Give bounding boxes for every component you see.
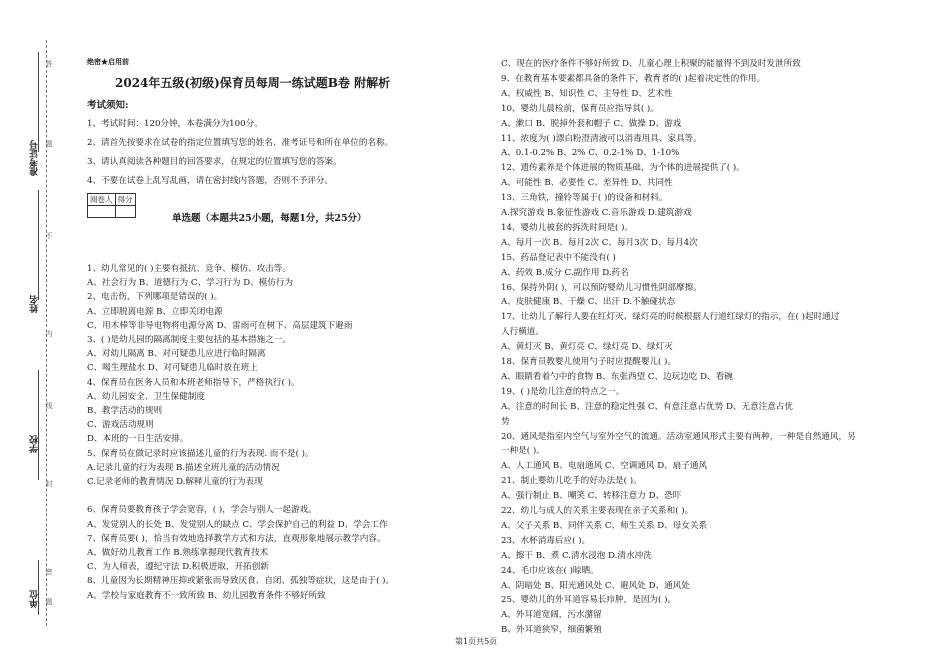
question-line: A、注意的时间长 B、注意的稳定性强 C、有意注意占优势 D、无意注意占优	[501, 401, 793, 412]
question-line: 19、( )是幼儿注意的特点之一。	[501, 386, 625, 397]
seal-char: 题	[45, 598, 53, 605]
question-line: 8、儿童因为长期精神压抑或紧张而导致厌食、自闭、孤独等症状，这是由于( )。	[87, 576, 395, 587]
question-line: 6、保育员要教育孩子学会宽容，( )，学会与别人一起游戏。	[87, 505, 317, 516]
notice-item: 3、请认真阅读各种题目的回答要求，在规定的位置填写您的答案。	[87, 157, 342, 167]
question-line: 1、幼儿常见的( )主要有抵抗、竞争、模仿、攻击等。	[87, 264, 291, 274]
question-line: 15、药品登记表中不能没有( )	[501, 252, 616, 263]
question-line: A、权威性 B、知识性 C、主导性 D、艺术性	[501, 88, 673, 99]
question-line: 13、三角铁，撞铃等属于( )的设备和材料。	[501, 193, 668, 204]
score-table-reviewer: 阅卷人	[88, 194, 116, 206]
question-line: C、游戏活动规则	[87, 420, 154, 431]
question-line: 11、浓度为( )漂白粉澄清液可以消毒用具、家具等。	[501, 133, 702, 144]
notice-item: 1、考试时间：120分钟，本卷满分为100分。	[87, 119, 263, 129]
notice-heading: 考试须知:	[87, 100, 129, 111]
page-title: 2024年五级(初级)保育员每周一练试题B卷 附解析	[115, 76, 391, 90]
question-line: C、现在的医疗条件不够好所致 D、儿童心理上积聚的能量得不到及时发泄所致	[501, 59, 801, 69]
question-line: 9、在教育基本要素都具备的条件下，教育者的( )起着决定性的作用。	[501, 73, 766, 84]
question-line: 7、保育员要( )，恰当有效地选择教学方式和方法，直观形象地展示教学内容。	[87, 533, 386, 544]
question-line: 一种是( )。	[501, 446, 545, 457]
question-line: 22、幼儿与成人的关系主要表现在亲子关系和( )。	[501, 506, 694, 516]
question-line: A、擦干 B、煮 C.清水浸泡 D.清水冲洗	[501, 550, 652, 561]
question-line: A、做好幼儿教育工作 B.熟练掌握现代教育技术	[87, 548, 269, 558]
question-line: A、可能性 B、必要性 C、差异性 D、共同性	[501, 178, 673, 189]
question-line: D、本班的一日生活安排。	[87, 434, 189, 445]
seal-char: 内	[45, 330, 53, 337]
unit-label: 单位	[30, 590, 40, 608]
question-line: 25、婴幼儿的外耳道容易长疖肿，是因为( )。	[501, 595, 677, 606]
question-line: 18、保育员教婴儿使用勺子时应提醒婴儿( )。	[501, 357, 677, 367]
seal-char: 题	[45, 140, 53, 147]
question-line: A、父子关系 B、同伴关系 C、师生关系 D、母女关系	[501, 520, 708, 531]
school-underline	[38, 370, 39, 480]
score-cell	[88, 206, 116, 218]
seal-char: 不	[45, 232, 53, 239]
seal-char: 封	[45, 480, 53, 487]
question-line: 10、婴幼儿晨检前，保育员应指导其( )。	[501, 103, 659, 114]
question-line: 势	[501, 416, 510, 427]
name-label: 姓名	[30, 295, 40, 313]
question-line: 4、保育员在医务人员和本班老师指导下，严格执行( )。	[87, 377, 300, 388]
seal-char: 线	[45, 402, 53, 409]
question-line: 21、制止婴幼儿吃手的好办法是( )。	[501, 476, 642, 487]
question-line: A、漱口 B、脱掉外套和帽子 C、做操 D、游戏	[501, 118, 682, 129]
school-label: 学校	[30, 435, 40, 453]
question-line: A、0.1-0.2% B、2% C、0.2-1% D、1-10%	[501, 148, 680, 159]
section-title: 单选题（本题共25小题，每题1分，共25分）	[172, 213, 367, 224]
question-line: 人行横道。	[501, 327, 544, 338]
name-underline	[38, 190, 39, 300]
question-line: 12、遗传素养是个体进展的物质基础，为个体的进展提供了( )。	[501, 163, 745, 174]
question-line: A、药效 B.成分 C.副作用 D.药名	[501, 267, 629, 278]
question-line: A、幼儿园安全、卫生保健制度	[87, 391, 205, 402]
question-line: A、眼睛看着勺中的食物 B、东张西望 C、边玩边吃 D、看碗	[501, 371, 733, 382]
question-line: 14、婴幼儿被套的拆洗时间是( )。	[501, 222, 634, 233]
question-line: 2、电击伤，下列哪项是错误的( )。	[87, 292, 223, 303]
score-table	[87, 193, 136, 218]
score-cell	[115, 206, 135, 218]
question-line: 20、通风是指室内空气与室外空气的流通。活动室通风形式主要有两种，一种是自然通风，另	[501, 431, 856, 442]
secret-mark: 绝密★启用前	[87, 57, 129, 66]
score-table-score: 得分	[115, 194, 135, 206]
question-line: C.记录老师的教育情况 D.解释儿童的行为表现	[87, 477, 263, 487]
question-line: A、发觉别人的长处 B、发觉别人的缺点 C、学会保护自己的利益 D、学会工作	[87, 519, 388, 530]
question-line: A、立即脱离电源 B、立即关闭电源	[87, 306, 223, 317]
seal-char: 密	[45, 568, 53, 575]
exam-id-underline	[38, 52, 39, 152]
page-footer: 第1页共5页	[455, 637, 498, 646]
question-line: C、喝生理盐水 D、对可疑患儿临时放在班上	[87, 363, 258, 374]
question-line: B、教学活动的规则	[87, 406, 163, 416]
question-line: A、社会行为 B、道德行为 C、学习行为 D、模仿行为	[87, 278, 294, 289]
question-line: 17、让幼儿了解行人要在红灯灭、绿灯亮的时候根据人行道红绿灯的指示，在( )起时通过	[501, 312, 840, 323]
exam-id-label: 准考证号	[30, 140, 40, 176]
question-line: A、人工通风 B、电扇通风 C、空调通风 D、扇子通风	[501, 461, 708, 472]
question-line: C、用木棒等非导电物将电源分离 D、雷雨可在树下、高层建筑下避雨	[87, 320, 353, 331]
question-line: A.探究游戏 B.象征性游戏 C.音乐游戏 D.建筑游戏	[501, 208, 692, 218]
question-line: A、皮肤健康 B、干燥 C、出汗 D.不触碰状态	[501, 297, 676, 308]
question-line: A、阴暗处 B、阳光通风处 C、避风处 D、通风处	[501, 580, 690, 591]
question-line: A.记录儿童的行为表现 B.描述全班儿童的活动情况	[87, 462, 280, 473]
notice-item: 2、请首先按要求在试卷的指定位置填写您的姓名、准考证号和所在单位的名称。	[87, 138, 394, 148]
question-line: A、对幼儿隔离 B、对可疑患儿应进行临时隔离	[87, 349, 266, 360]
seal-char: 答	[45, 60, 53, 67]
notice-item: 4、不要在试卷上乱写乱画，请在密封线内答题，否则不予评分。	[87, 176, 334, 186]
question-line: 24、毛巾应该在( )晾晒。	[501, 565, 599, 576]
question-line: A、强行制止 B、嘲笑 C、转移注意力 D、恐吓	[501, 491, 682, 502]
question-line: 16、保持外阴( )，可以预防婴幼儿习惯性阴部摩擦。	[501, 282, 702, 293]
question-line: C、为人师表，遵纪守法 D.积极进取，开拓创新	[87, 562, 269, 573]
question-line: A、学校与家庭教育不一致所致 B、幼儿园教育条件不够好所致	[87, 590, 326, 601]
question-line: A、外耳道宽阔，污水潴留	[501, 610, 602, 621]
question-line: A、黄灯灭 B、黄灯亮 C、绿灯亮 D、绿灯灭	[501, 342, 673, 353]
question-line: 23、水杯消毒后应( )。	[501, 535, 591, 546]
question-line: 3、( )是幼儿园的隔离制度主要包括的基本措施之一。	[87, 335, 291, 345]
question-line: B、外耳道狭窄，细菌繁殖	[501, 625, 602, 636]
question-line: A、每月一次 B、每月2次 C、每月3次 D、每月4次	[501, 237, 698, 248]
question-line: 5、保育员在做记录时应该描述儿童的行为表现. 而不是( )。	[87, 448, 314, 459]
